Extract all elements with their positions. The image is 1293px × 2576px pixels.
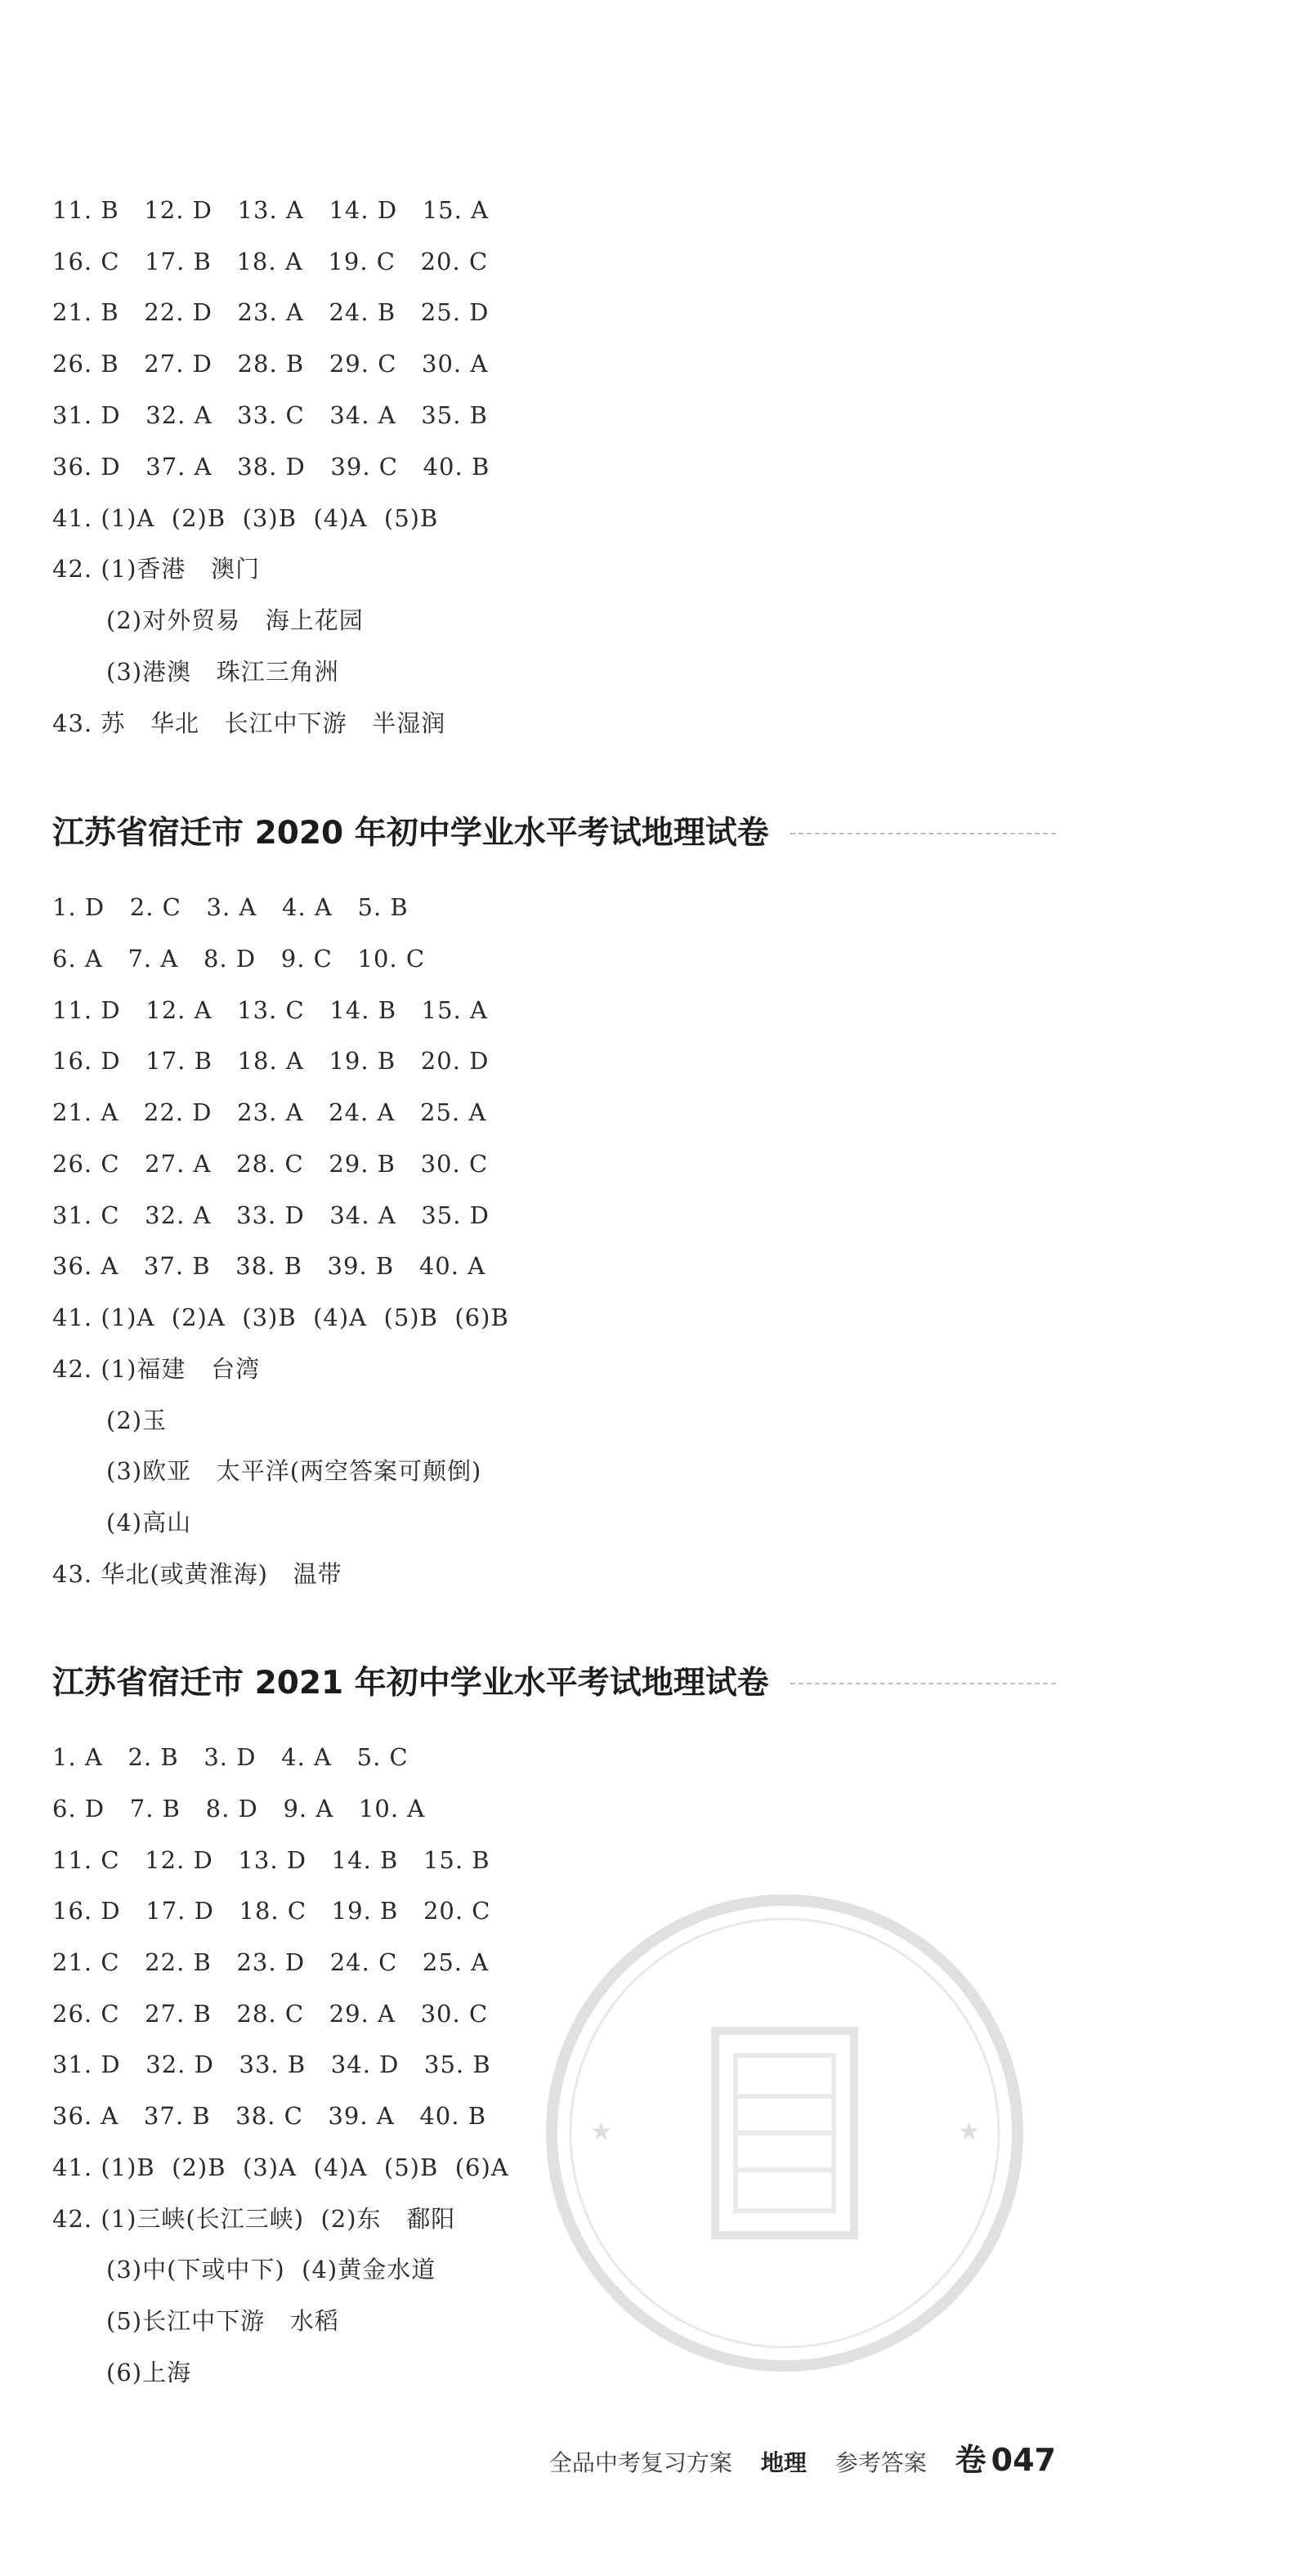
footer-label: 参考答案 bbox=[834, 2449, 927, 2476]
answer-row: (3)港澳 珠江三角洲 bbox=[106, 658, 339, 686]
answer-row: 36. D 37. A 38. D 39. C 40. B bbox=[52, 453, 490, 481]
answer-row: 43. 苏 华北 长江中下游 半湿润 bbox=[52, 709, 446, 737]
answer-row: (3)欧亚 太平洋(两空答案可颠倒) bbox=[106, 1457, 482, 1485]
section-heading-2021 bbox=[52, 1662, 1056, 1705]
answer-row: 31. D 32. D 33. B 34. D 35. B bbox=[52, 2051, 491, 2078]
answer-row: 41. (1)A (2)B (3)B (4)A (5)B bbox=[52, 504, 439, 532]
answer-row: 6. A 7. A 8. D 9. C 10. C bbox=[52, 945, 426, 973]
svg-text:★: ★ bbox=[958, 2118, 980, 2146]
answer-row: 21. A 22. D 23. A 24. A 25. A bbox=[52, 1098, 487, 1126]
answer-row: 42. (1)香港 澳门 bbox=[52, 555, 261, 583]
answer-row: 1. A 2. B 3. D 4. A 5. C bbox=[52, 1743, 409, 1771]
answer-row: (2)对外贸易 海上花园 bbox=[106, 606, 364, 634]
answer-row: 16. C 17. B 18. A 19. C 20. C bbox=[52, 248, 489, 275]
footer-page: 047 bbox=[991, 2442, 1056, 2478]
section-title: 江苏省宿迁市 2020 年初中学业水平考试地理试卷 bbox=[52, 815, 769, 852]
footer-series: 全品中考复习方案 bbox=[548, 2449, 732, 2476]
answer-row: 6. D 7. B 8. D 9. A 10. A bbox=[52, 1795, 426, 1822]
answer-row: 11. C 12. D 13. D 14. B 15. B bbox=[52, 1846, 490, 1874]
answer-row: 36. A 37. B 38. B 39. B 40. A bbox=[52, 1252, 486, 1280]
answer-row: (3)中(下或中下) (4)黄金水道 bbox=[106, 2256, 436, 2283]
footer-subject: 地理 bbox=[760, 2449, 807, 2476]
answer-row: 26. B 27. D 28. B 29. C 30. A bbox=[52, 350, 489, 378]
answer-row: 36. A 37. B 38. C 39. A 40. B bbox=[52, 2102, 487, 2130]
answer-row: (4)高山 bbox=[106, 1509, 192, 1536]
heading-divider bbox=[790, 833, 1056, 834]
footer-volume: 卷 bbox=[955, 2442, 987, 2478]
answer-row: 16. D 17. B 18. A 19. B 20. D bbox=[52, 1047, 490, 1075]
answer-row: 42. (1)福建 台湾 bbox=[52, 1355, 261, 1383]
answer-row: 26. C 27. B 28. C 29. A 30. C bbox=[52, 2000, 489, 2028]
answer-row: 1. D 2. C 3. A 4. A 5. B bbox=[52, 893, 409, 921]
svg-text:★: ★ bbox=[590, 2118, 612, 2146]
heading-divider bbox=[790, 1683, 1056, 1684]
answer-row: (2)玉 bbox=[106, 1407, 168, 1434]
answer-row: 11. D 12. A 13. C 14. B 15. A bbox=[52, 996, 488, 1024]
section-heading-2020 bbox=[52, 812, 1056, 855]
answer-row: 11. B 12. D 13. A 14. D 15. A bbox=[52, 196, 490, 224]
seal-watermark bbox=[539, 1888, 1030, 2378]
answer-row: 41. (1)A (2)A (3)B (4)A (5)B (6)B bbox=[52, 1304, 509, 1331]
answer-row: (5)长江中下游 水稻 bbox=[106, 2307, 339, 2335]
answer-row: 16. D 17. D 18. C 19. B 20. C bbox=[52, 1897, 491, 1925]
answer-row: 43. 华北(或黄淮海) 温带 bbox=[52, 1560, 342, 1588]
answer-row: 21. B 22. D 23. A 24. B 25. D bbox=[52, 298, 490, 326]
page-footer bbox=[528, 2442, 1056, 2481]
answer-row: 42. (1)三峡(长江三峡) (2)东 鄱阳 bbox=[52, 2205, 456, 2233]
answer-row: 31. C 32. A 33. D 34. A 35. D bbox=[52, 1201, 490, 1229]
answer-row: 21. C 22. B 23. D 24. C 25. A bbox=[52, 1948, 490, 1976]
answer-row: (6)上海 bbox=[106, 2359, 192, 2386]
footer-page-number bbox=[955, 2442, 1056, 2478]
answer-row: 26. C 27. A 28. C 29. B 30. C bbox=[52, 1150, 489, 1178]
answer-row: 31. D 32. A 33. C 34. A 35. B bbox=[52, 401, 488, 429]
answer-row: 41. (1)B (2)B (3)A (4)A (5)B (6)A bbox=[52, 2153, 509, 2181]
section-title: 江苏省宿迁市 2021 年初中学业水平考试地理试卷 bbox=[52, 1665, 769, 1702]
